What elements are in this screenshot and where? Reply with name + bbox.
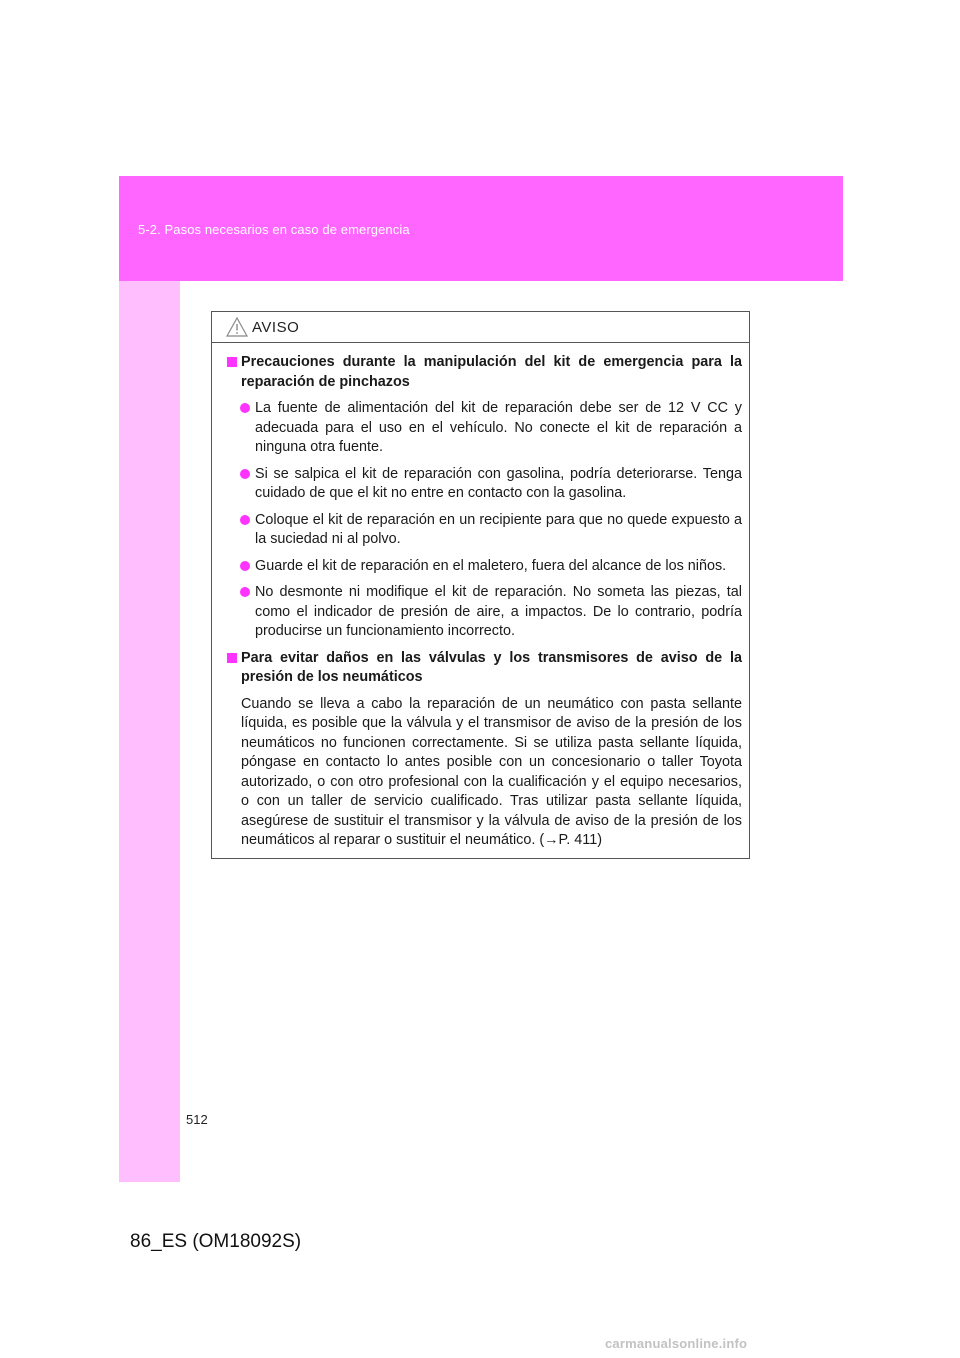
section-paragraph: Cuando se lleva a cabo la reparación de un neumático con pasta sellante líquida, es posible que la válvula y el transmisor de aviso de la presión de los neumáticos no funcionen correctamente. Si se utiliza pasta sellante líquida, póngase en contacto lo antes posible con un concesionario o taller Toyota autorizado, o con otro profesional con la cualificación y el equipo necesarios, o con un taller de servicio cualificado. Tras utilizar pasta sellante líquida, asegúrese de sustituir el transmisor y la válvula de aviso de la presión de los neumáticos al reparar o sustituir el neumático. (→P. 411) — [241, 695, 742, 848]
warning-box — [211, 311, 750, 859]
section-heading: Precauciones durante la manipulación del kit de emergencia para la reparación de pinchazos — [241, 354, 742, 390]
round-bullet-icon — [240, 587, 250, 597]
round-bullet-icon — [240, 403, 250, 413]
section-heading: Para evitar daños en las válvulas y los transmisores de aviso de la presión de los neumáticos — [241, 649, 742, 685]
warning-section-kit — [227, 353, 742, 392]
page-number: 512 — [186, 1112, 208, 1127]
list-item-text: La fuente de alimentación del kit de reparación debe ser de 12 V CC y adecuada para el uso en el vehículo. No conecte el kit de reparación a ninguna otra fuente. — [255, 400, 742, 455]
round-bullet-icon — [240, 515, 250, 525]
list-item-text: Guarde el kit de reparación en el maletero, fuera del alcance de los niños. — [255, 557, 727, 574]
warning-body — [212, 343, 749, 851]
side-strip — [119, 281, 180, 1182]
list-item-text: Coloque el kit de reparación en un recipiente para que no quede expuesto a la suciedad ni al polvo. — [255, 511, 742, 547]
list-item — [227, 399, 742, 458]
list-item — [227, 557, 742, 577]
warning-header — [212, 312, 749, 343]
square-bullet-icon — [227, 653, 237, 663]
warning-triangle-icon — [226, 317, 248, 337]
round-bullet-icon — [240, 561, 250, 571]
warning-label: AVISO — [252, 318, 300, 336]
list-item — [227, 465, 742, 504]
watermark: carmanualsonline.info — [605, 1336, 748, 1351]
warning-section-valves — [227, 649, 742, 688]
list-item-text: No desmonte ni modifique el kit de reparación. No someta las piezas, tal como el indicador de presión de aire, a impactos. De lo contrario, podría producirse un funcionamiento incorrecto. — [255, 584, 742, 639]
list-item-text: Si se salpica el kit de reparación con gasolina, podría deteriorarse. Tenga cuidado de que el kit no entre en contacto con la gasolina. — [255, 465, 742, 501]
section-title: 5-2. Pasos necesarios en caso de emergencia — [138, 222, 410, 237]
square-bullet-icon — [227, 357, 237, 367]
list-item — [227, 583, 742, 642]
list-item — [227, 511, 742, 550]
round-bullet-icon — [240, 469, 250, 479]
footer-code: 86_ES (OM18092S) — [130, 1231, 302, 1252]
